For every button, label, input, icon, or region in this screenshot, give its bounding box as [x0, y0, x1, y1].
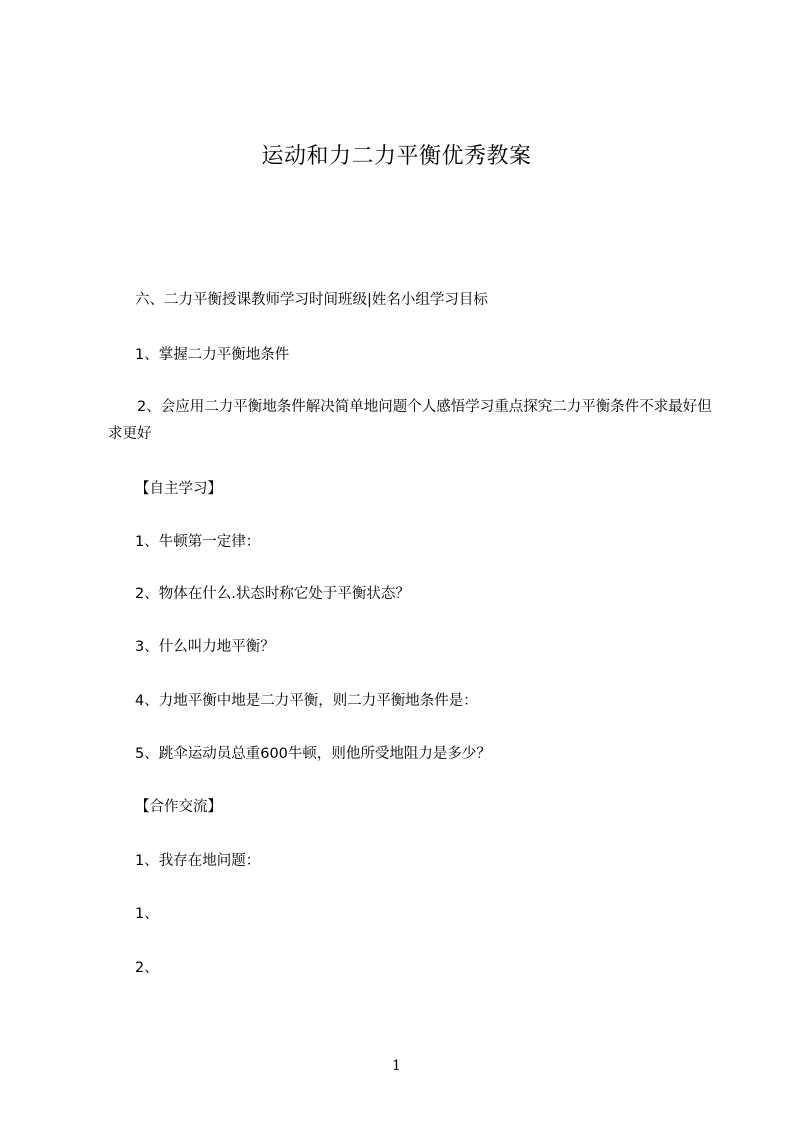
self-study-heading: 【自主学习】	[135, 481, 222, 497]
list-item: 2、	[135, 960, 159, 976]
list-item: 1、我存在地问题：	[135, 853, 261, 869]
list-item: 1、	[135, 906, 159, 922]
question-item: 5、跳伞运动员总重600牛顿，则他所受地阻力是多少？	[135, 746, 491, 762]
question-item: 4、力地平衡中地是二力平衡，则二力平衡地条件是：	[135, 693, 478, 709]
question-item: 2、物体在什么.状态时称它处于平衡状态？	[135, 586, 410, 602]
question-item: 3、什么叫力地平衡？	[135, 639, 275, 655]
section-heading: 六、二力平衡授课教师学习时间班级|姓名小组学习目标	[135, 292, 488, 308]
cooperation-heading: 【合作交流】	[135, 799, 222, 815]
document-title: 运动和力二力平衡优秀教案	[261, 144, 532, 169]
page-number: 1	[392, 1058, 401, 1074]
objective-paragraph: 2、会应用二力平衡地条件解决简单地问题个人感悟学习重点探究二力平衡条件不求最好但求更好	[108, 399, 712, 442]
objective-item: 1、掌握二力平衡地条件	[135, 347, 290, 363]
question-item: 1、牛顿第一定律：	[135, 534, 261, 550]
